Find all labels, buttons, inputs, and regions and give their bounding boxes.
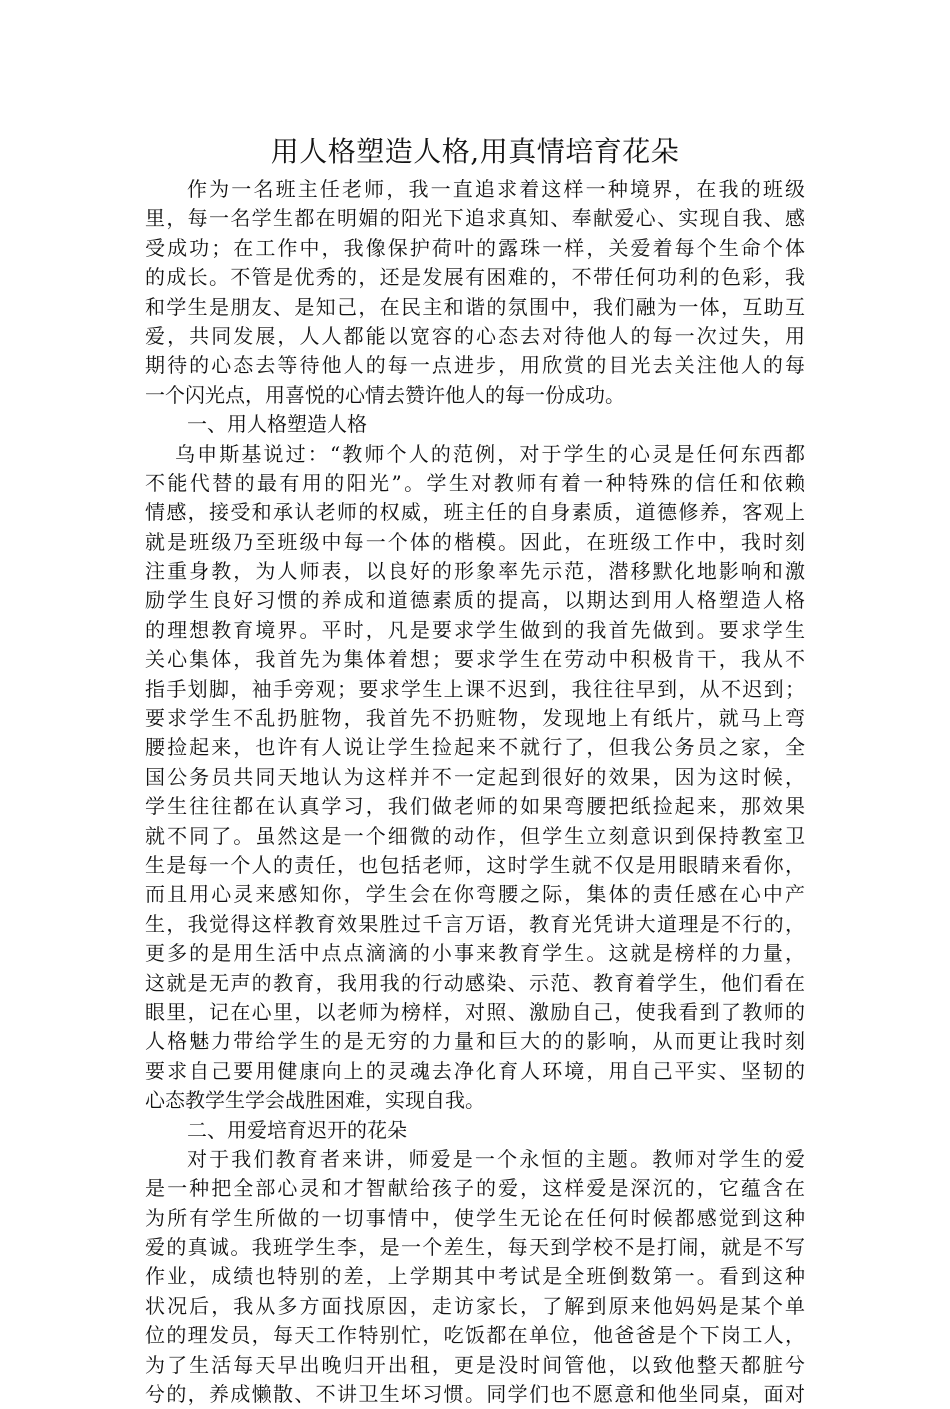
text-line: 爱，共同发展，人人都能以宽容的心态去对待他人的每一次过失，用 [145, 323, 805, 348]
text-line: 更多的是用生活中点点滴滴的小事来教育学生。这就是榜样的力量， [145, 941, 805, 966]
text-line: 励学生良好习惯的养成和道德素质的提高，以期达到用人格塑造人格 [145, 588, 805, 613]
text-line: 就是班级乃至班级中每一个体的楷模。因此，在班级工作中，我时刻 [145, 529, 805, 554]
text-line: 生，我觉得这样教育效果胜过千言万语，教育光凭讲大道理是不行的， [145, 911, 805, 936]
text-line: 腰捡起来，也许有人说让学生捡起来不就行了，但我公务员之家，全 [145, 735, 805, 760]
text-line: 学生往往都在认真学习，我们做老师的如果弯腰把纸捡起来，那效果 [145, 794, 805, 819]
text-line: 对于我们教育者来讲，师爱是一个永恒的主题。教师对学生的爱 [187, 1146, 805, 1171]
section-heading: 二、用爱培育迟开的花朵 [187, 1117, 407, 1142]
text-line: 受成功；在工作中，我像保护荷叶的露珠一样，关爱着每个生命个体 [145, 235, 805, 260]
text-line: 就不同了。虽然这是一个细微的动作，但学生立刻意识到保持教室卫 [145, 823, 805, 848]
text-line: 眼里，记在心里，以老师为榜样，对照、激励自己，使我看到了教师的 [145, 999, 805, 1024]
text-line: 状况后，我从多方面找原因，走访家长，了解到原来他妈妈是某个单 [145, 1293, 805, 1318]
document-title: 用人格塑造人格,用真情培育花朵 [270, 135, 680, 168]
text-line: 是一种把全部心灵和才智献给孩子的爱，这样爱是深沉的，它蕴含在 [145, 1176, 805, 1201]
text-line: 要求学生不乱扔脏物，我首先不扔赃物，发现地上有纸片，就马上弯 [145, 706, 805, 731]
text-line: 作业，成绩也特别的差，上学期其中考试是全班倒数第一。看到这种 [145, 1264, 805, 1289]
text-line: 的成长。不管是优秀的，还是发展有困难的，不带任何功利的色彩，我 [145, 265, 805, 290]
text-line: 国公务员共同天地认为这样并不一定起到很好的效果，因为这时候， [145, 764, 805, 789]
text-line: 位的理发员，每天工作特别忙，吃饭都在单位，他爸爸是个下岗工人， [145, 1323, 805, 1348]
text-line: 注重身教，为人师表，以良好的形象率先示范，潜移默化地影响和激 [145, 559, 805, 584]
text-line: 要求自己要用健康向上的灵魂去净化育人环境，用自己平实、坚韧的 [145, 1058, 805, 1083]
text-line: 爱的真诚。我班学生李，是一个差生，每天到学校不是打闹，就是不写 [145, 1235, 805, 1260]
text-line: 一个闪光点，用喜悦的心情去赞许他人的每一份成功。 [145, 382, 625, 407]
text-line: 的理想教育境界。平时，凡是要求学生做到的我首先做到。要求学生 [145, 617, 805, 642]
text-line: 心态教学生学会战胜困难，实现自我。 [145, 1088, 485, 1113]
text-line: 生是每一个人的责任，也包括老师，这时学生就不仅是用眼睛来看你， [145, 852, 805, 877]
text-line: 乌申斯基说过：“教师个人的范例，对于学生的心灵是任何东西都 [175, 441, 805, 466]
text-line: 兮的，养成懒散、不讲卫生坏习惯。同学们也不愿意和他坐同桌，面对 [145, 1382, 805, 1407]
text-line: 这就是无声的教育，我用我的行动感染、示范、教育着学生，他们看在 [145, 970, 805, 995]
section-heading: 一、用人格塑造人格 [187, 412, 367, 437]
text-line: 关心集体，我首先为集体着想；要求学生在劳动中积极肯干，我从不 [145, 647, 805, 672]
text-line: 为所有学生所做的一切事情中，使学生无论在任何时候都感觉到这种 [145, 1205, 805, 1230]
text-line: 不能代替的最有用的阳光”。学生对教师有着一种特殊的信任和依赖 [145, 470, 805, 495]
text-line: 和学生是朋友、是知己，在民主和谐的氛围中，我们融为一体，互助互 [145, 294, 805, 319]
text-line: 情感，接受和承认老师的权威，班主任的自身素质，道德修养，客观上 [145, 500, 805, 525]
text-line: 指手划脚，袖手旁观；要求学生上课不迟到，我往往早到，从不迟到； [145, 676, 805, 701]
text-line: 人格魅力带给学生的是无穷的力量和巨大的的影响，从而更让我时刻 [145, 1029, 805, 1054]
text-line: 期待的心态去等待他人的每一点进步，用欣赏的目光去关注他人的每 [145, 353, 805, 378]
text-line: 作为一名班主任老师，我一直追求着这样一种境界，在我的班级 [187, 177, 805, 201]
text-line: 里，每一名学生都在明媚的阳光下追求真知、奉献爱心、实现自我、感 [145, 206, 805, 231]
document-body [145, 175, 805, 1409]
text-line: 为了生活每天早出晚归开出租，更是没时间管他，以致他整天都脏兮 [145, 1352, 805, 1377]
text-line: 而且用心灵来感知你，学生会在你弯腰之际，集体的责任感在心中产 [145, 882, 805, 907]
